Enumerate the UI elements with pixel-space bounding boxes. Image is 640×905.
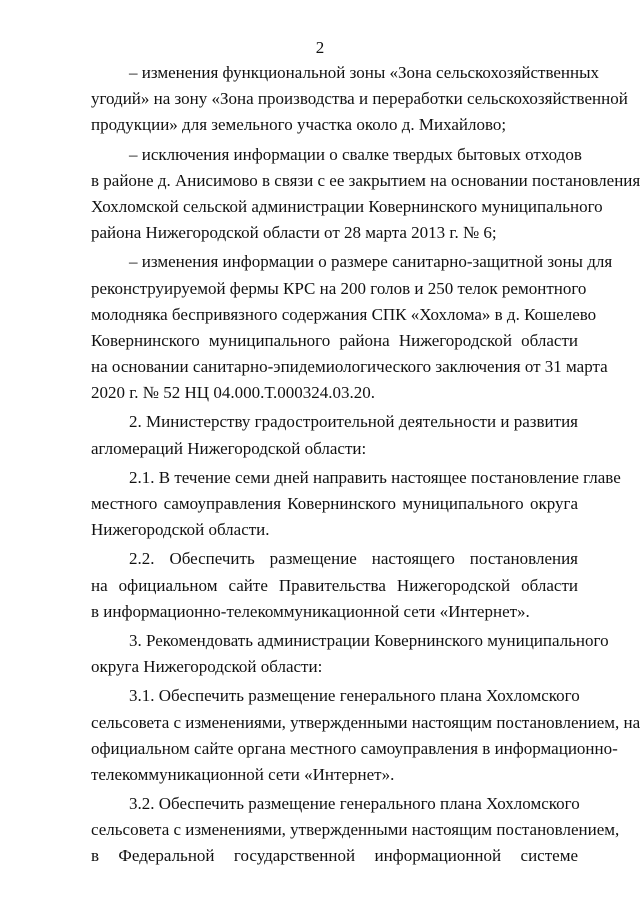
text-line: Хохломской сельской администрации Ковернинского муниципального — [91, 196, 603, 216]
text-line: – исключения информации о свалке твердых бытовых отходов — [129, 144, 582, 164]
text-line: продукции» для земельного участка около д. Михайлово; — [91, 115, 507, 135]
text-line: Нижегородской области. — [91, 520, 270, 540]
text-line: в информационно-телекоммуникационной сети «Интернет». — [91, 601, 530, 621]
text-line: 2.1. В течение семи дней направить настоящее постановление главе — [129, 467, 621, 487]
text-line: 3. Рекомендовать администрации Ковернинского муниципального — [129, 630, 609, 650]
text-line: 2.2. Обеспечить размещение настоящего постановления — [129, 549, 578, 569]
text-line: реконструируемой фермы КРС на 200 голов и 250 телок ремонтного — [91, 278, 587, 298]
text-line: местного самоуправления Ковернинского муниципального округа — [91, 494, 578, 513]
text-line: района Нижегородской области от 28 марта 2013 г. № 6; — [91, 223, 497, 243]
text-line: округа Нижегородской области: — [91, 657, 323, 677]
text-line: молодняка беспривязного содержания СПК «Хохлома» в д. Кошелево — [91, 304, 597, 324]
text-line: агломераций Нижегородской области: — [91, 438, 367, 458]
paragraph-item-3-2 — [91, 791, 620, 870]
paragraph-item-2-2 — [91, 546, 578, 625]
text-line: на официальном сайте Правительства Нижегородской области — [91, 575, 578, 595]
paragraph-item-3 — [91, 628, 609, 680]
paragraph-item-2-1 — [91, 465, 621, 544]
text-line: сельсовета с изменениями, утвержденными настоящим постановлением, на — [91, 712, 640, 732]
text-line: 3.2. Обеспечить размещение генерального плана Хохломского — [129, 794, 580, 814]
text-line: телекоммуникационной сети «Интернет». — [91, 764, 395, 784]
text-line: официальном сайте органа местного самоуправления в информационно- — [91, 738, 618, 758]
text-line: в Федеральной государственной информационной системе — [91, 846, 578, 866]
text-line: 3.1. Обеспечить размещение генерального плана Хохломского — [129, 686, 580, 706]
paragraph-landfill-exclusion — [91, 142, 640, 247]
text-line: угодий» на зону «Зона производства и переработки сельскохозяйственной — [91, 89, 628, 109]
paragraph-functional-zone-change — [91, 60, 628, 139]
paragraph-sanitary-zone-change — [91, 249, 613, 406]
document-body — [91, 60, 640, 870]
text-line: на основании санитарно-эпидемиологического заключения от 31 марта — [91, 357, 608, 377]
text-line: сельсовета с изменениями, утвержденными настоящим постановлением, — [91, 820, 620, 840]
text-line: в районе д. Анисимово в связи с ее закрытием на основании постановления — [91, 170, 640, 190]
paragraph-item-2 — [91, 409, 578, 461]
text-line: – изменения функциональной зоны «Зона сельскохозяйственных — [129, 63, 600, 82]
text-line: 2. Министерству градостроительной деятельности и развития — [129, 412, 578, 432]
page-number: 2 — [315, 38, 325, 57]
text-line: 2020 г. № 52 НЦ 04.000.Т.000324.03.20. — [91, 383, 376, 403]
text-line: – изменения информации о размере санитарно-защитной зоны для — [129, 252, 613, 272]
paragraph-item-3-1 — [91, 683, 640, 788]
text-line: Ковернинского муниципального района Нижегородской области — [91, 330, 578, 350]
